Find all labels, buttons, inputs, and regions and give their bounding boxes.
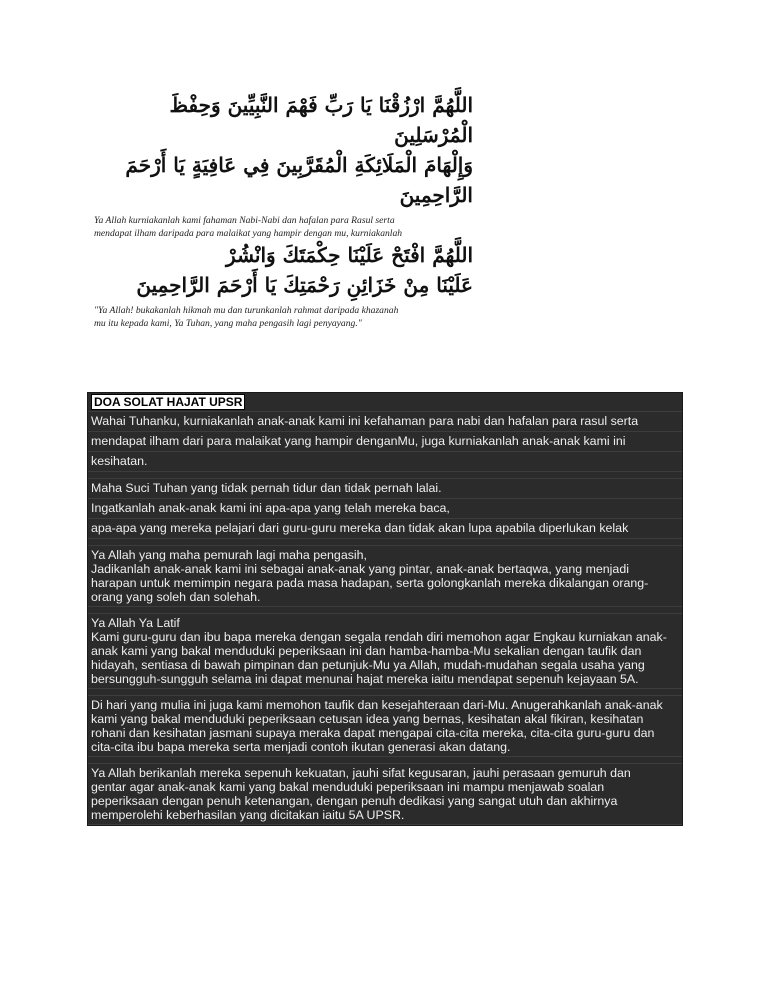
doa-title: DOA SOLAT HAJAT UPSR: [91, 394, 245, 410]
text-line: bersungguh-sungguh selama ini dapat menunai hajat mereka iaitu mendapat sepenuh kejayaan 5A.: [91, 672, 639, 686]
paragraph-block: [88, 546, 682, 607]
text-line: Jadikanlah anak-anak kami ini sebagai anak-anak yang pintar, anak-anak bertaqwa, yang menjadi: [91, 562, 629, 576]
text-line: Maha Suci Tuhan yang tidak pernah tidur dan tidak pernah lalai.: [88, 479, 682, 499]
blank-row: [88, 689, 682, 696]
text-line: orang yang soleh dan solehah.: [91, 590, 261, 604]
blank-row: [88, 757, 682, 764]
doa-title-row: [88, 393, 682, 412]
translation-text: [88, 304, 473, 330]
text-line: Ingatkanlah anak-anak kami ini apa-apa yang telah mereka baca,: [88, 499, 682, 519]
arabic-text-line: اللَّهُمَّ ارْزُقْنَا يَا رَبِّ فَهْمَ النَّبِيِّينَ وَحِفْظَ الْمُرْسَلِينَ: [169, 93, 473, 147]
text-line: memperolehi keberhasilan yang dicitakan iaitu 5A UPSR.: [91, 808, 405, 822]
text-line: anak kami yang bakal menduduki peperiksaan ini dan hamba-hamba-Mu sekalian dengan taufik dan: [91, 644, 642, 658]
paragraph-block: [88, 614, 682, 689]
text-line: kami yang bakal menduduki peperiksaan cetusan idea yang bernas, kesihatan akal fikiran, kesihatan: [91, 712, 644, 726]
translation-line: mu itu kepada kami, Ya Tuhan, yang maha pengasih lagi penyayang.": [94, 318, 362, 329]
text-line: rohani dan kesihatan jasmani supaya meraka dapat mengapai cita-cita mereka, cita-cita guru-guru dan: [91, 726, 655, 740]
text-line: mendapat ilham dari para malaikat yang hampir denganMu, juga kurniakanlah anak-anak kami ini: [88, 432, 682, 452]
arabic-text-line: اللَّهُمَّ افْتَحْ عَلَيْنَا حِكْمَتَكَ وَانْشُرْ: [226, 243, 473, 267]
paragraph-block: [88, 696, 682, 757]
blank-row: [88, 472, 682, 479]
text-line: Ya Allah Ya Latif: [91, 616, 180, 630]
text-line: Di hari yang mulia ini juga kami memohon taufik dan kesejahteraan dari-Mu. Anugerahkanlah anak-anak: [91, 698, 663, 712]
text-line: harapan untuk memimpin negara pada masa hadapan, serta golongkanlah mereka dikalangan orang-: [91, 576, 649, 590]
translation-line: mendapat ilham daripada para malaikat yang hampir dengan mu, kurniakanlah: [94, 228, 403, 239]
paragraph-block: [88, 764, 682, 825]
scanned-prayer-image-2: [88, 240, 473, 350]
scanned-prayer-image-1: [88, 90, 473, 239]
text-line: cita-cita ibu bapa mereka serta menjadi contoh ikutan generasi akan datang.: [91, 740, 511, 754]
text-line: peperiksaan dengan penuh ketenangan, dengan penuh dedikasi yang sangat utuh dan akhirnya: [91, 794, 618, 808]
text-line: kesihatan.: [88, 452, 682, 472]
text-line: gentar agar anak-anak kami yang bakal menduduki peperiksaan ini mampu menjawab soalan: [91, 780, 605, 794]
blank-row: [88, 607, 682, 614]
text-line: Ya Allah yang maha pemurah lagi maha pengasih,: [91, 548, 367, 562]
arabic-text-line: عَلَيْنَا مِنْ خَزَائِنِ رَحْمَتِكَ يَا أَرْحَمَ الرَّاحِمِينَ: [136, 273, 473, 297]
text-line: Kami guru-guru dan ibu bapa mereka dengan segala rendah diri memohon agar Engkau kurniakan anak-: [91, 630, 667, 644]
translation-line: Ya Allah kurniakanlah kami fahaman Nabi-Nabi dan hafalan para Rasul serta: [94, 215, 395, 226]
text-line: Wahai Tuhanku, kurniakanlah anak-anak kami ini kefahaman para nabi dan hafalan para rasul serta: [88, 412, 682, 432]
text-line: apa-apa yang mereka pelajari dari guru-guru mereka dan tidak akan lupa apabila diperlukan kelak: [88, 519, 682, 539]
doa-table: [87, 392, 683, 826]
text-line: hidayah, sentiasa di bawah pimpinan dan petunjuk-Mu ya Allah, mudah-mudahan segala usaha yang: [91, 658, 645, 672]
translation-line: "Ya Allah! bukakanlah hikmah mu dan turunkanlah rahmat daripada khazanah: [94, 305, 399, 316]
arabic-text-line: وَإِلْهَامَ الْمَلَائِكَةِ الْمُقَرَّبِينَ فِي عَافِيَةٍ يَا أَرْحَمَ الرَّاحِمِينَ: [125, 153, 473, 207]
text-line: Ya Allah berikanlah mereka sepenuh kekuatan, jauhi sifat kegusaran, jauhi perasaan gemuruh dan: [91, 766, 631, 780]
blank-row: [88, 539, 682, 546]
